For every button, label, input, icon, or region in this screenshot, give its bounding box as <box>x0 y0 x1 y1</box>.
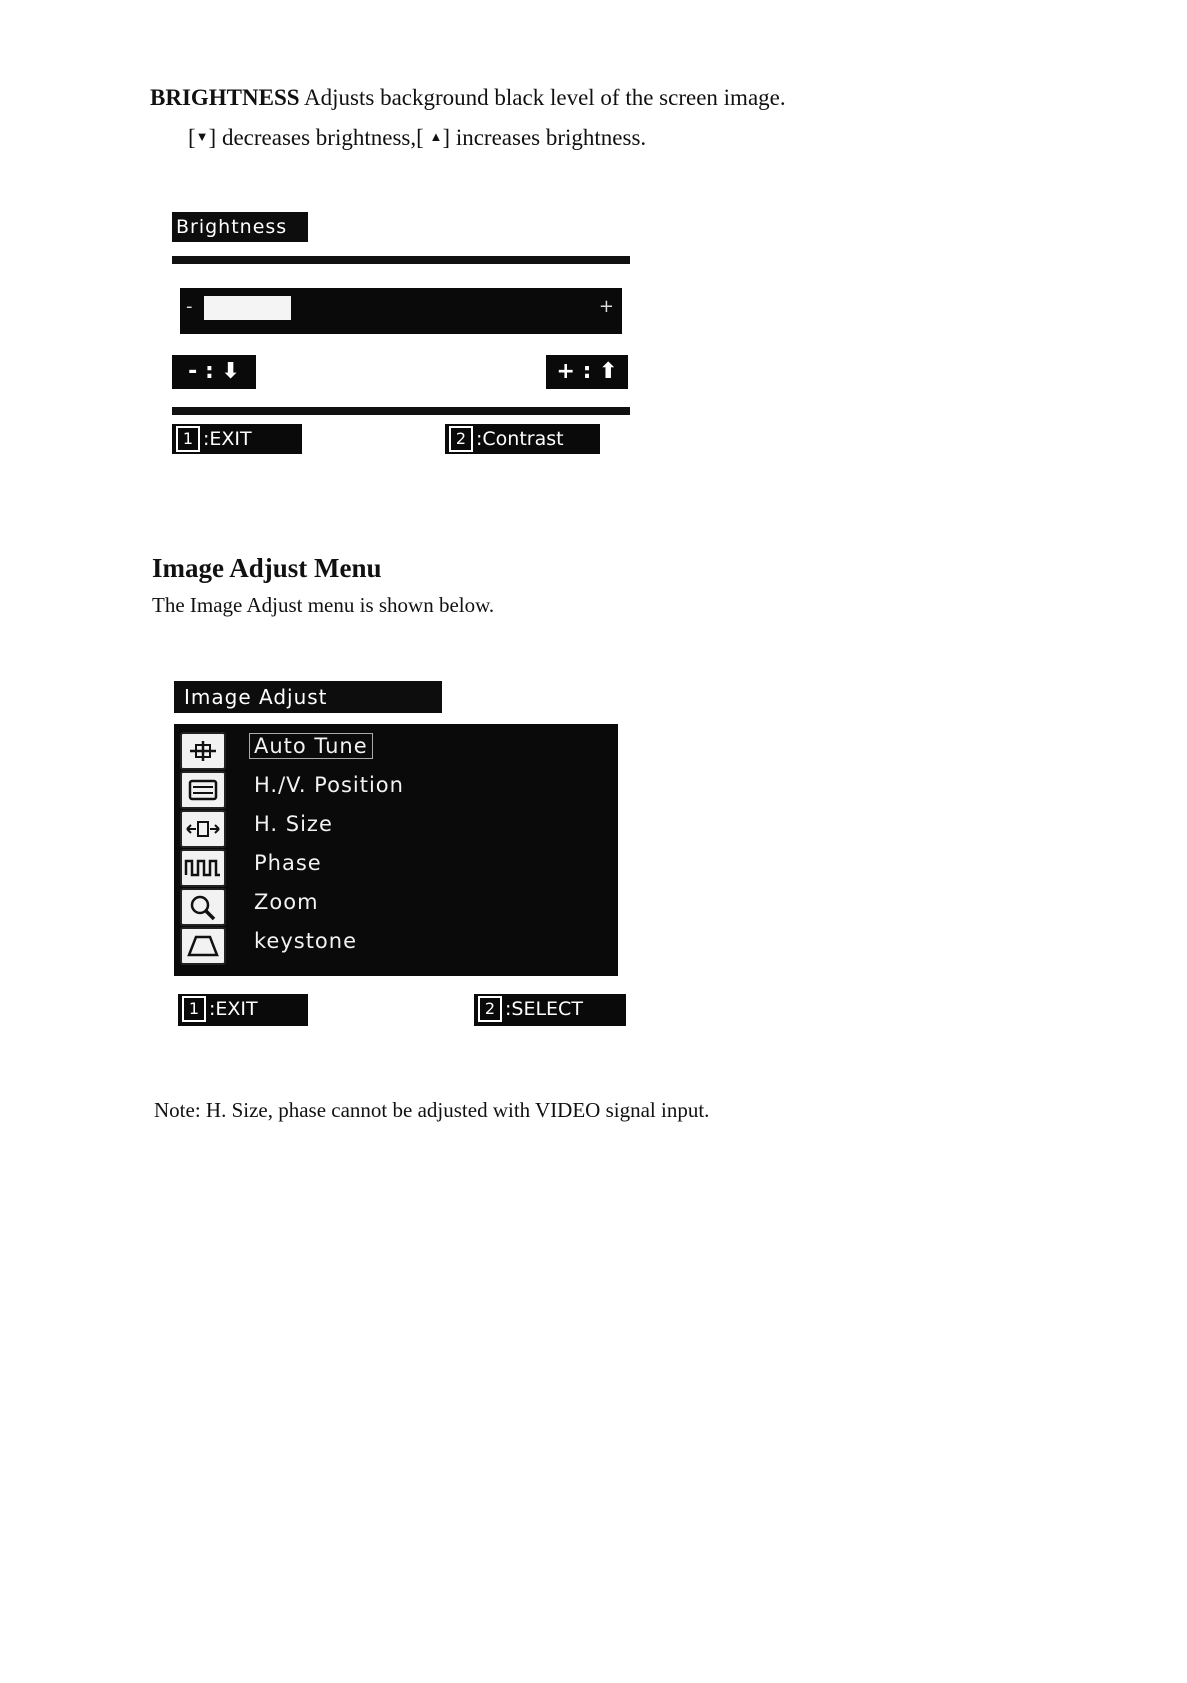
menu-item-keystone[interactable]: keystone <box>254 929 358 953</box>
select-label: :SELECT <box>505 998 583 1020</box>
menu-item-phase[interactable]: Phase <box>254 851 322 875</box>
image-adjust-osd-title <box>174 681 442 713</box>
brightness-label: BRIGHTNESS <box>150 85 300 110</box>
menu-item-auto-tune[interactable]: Auto Tune <box>250 734 372 758</box>
key-2-icon: 2 <box>478 996 502 1022</box>
contrast-label: :Contrast <box>476 428 564 450</box>
brightness-osd-title <box>172 212 308 242</box>
h-size-icon[interactable] <box>180 810 226 848</box>
increase-key-label: + : ⬆ <box>556 359 618 384</box>
increase-key-indicator <box>546 355 628 389</box>
brightness-osd-title-text: Brightness <box>176 216 288 238</box>
bracket-open: [ <box>188 125 196 150</box>
triangle-up-icon: ▲ <box>429 129 443 144</box>
key-1-icon: 1 <box>176 426 200 452</box>
key-2-icon: 2 <box>449 426 473 452</box>
select-button[interactable] <box>474 994 626 1026</box>
key-1-icon: 1 <box>182 996 206 1022</box>
image-adjust-exit-button[interactable] <box>178 994 308 1026</box>
exit-label: :EXIT <box>203 428 252 450</box>
note-text: Note: H. Size, phase cannot be adjusted with VIDEO signal input. <box>154 1098 710 1122</box>
image-adjust-menu <box>174 724 618 976</box>
phase-icon[interactable] <box>180 849 226 887</box>
brightness-slider-fill <box>204 296 291 320</box>
osd-divider-top <box>172 256 630 264</box>
image-adjust-osd-title-text: Image Adjust <box>184 685 328 709</box>
auto-tune-icon[interactable] <box>180 732 226 770</box>
increase-text: ] increases brightness. <box>442 125 647 150</box>
slider-plus-mark: + <box>598 296 614 317</box>
zoom-icon[interactable] <box>180 888 226 926</box>
menu-item-h-size[interactable]: H. Size <box>254 812 333 836</box>
slider-minus-mark: - <box>186 296 193 317</box>
image-adjust-heading: Image Adjust Menu <box>152 553 382 583</box>
exit-label: :EXIT <box>209 998 258 1020</box>
decrease-key-indicator <box>172 355 256 389</box>
menu-item-hv-position[interactable]: H./V. Position <box>254 773 404 797</box>
decrease-text: ] decreases brightness,[ <box>208 125 424 150</box>
triangle-down-icon: ▼ <box>195 129 209 144</box>
brightness-exit-button[interactable] <box>172 424 302 454</box>
osd-divider-bottom <box>172 407 630 415</box>
decrease-key-label: - : ⬇ <box>188 359 240 384</box>
brightness-description-text: Adjusts background black level of the screen image. <box>304 85 786 110</box>
brightness-keys-line <box>188 123 646 152</box>
brightness-description <box>150 84 786 112</box>
menu-item-zoom[interactable]: Zoom <box>254 890 319 914</box>
keystone-icon[interactable] <box>180 927 226 965</box>
image-adjust-description: The Image Adjust menu is shown below. <box>152 593 495 617</box>
brightness-slider[interactable] <box>180 288 622 334</box>
position-icon[interactable] <box>180 771 226 809</box>
contrast-button[interactable] <box>445 424 600 454</box>
